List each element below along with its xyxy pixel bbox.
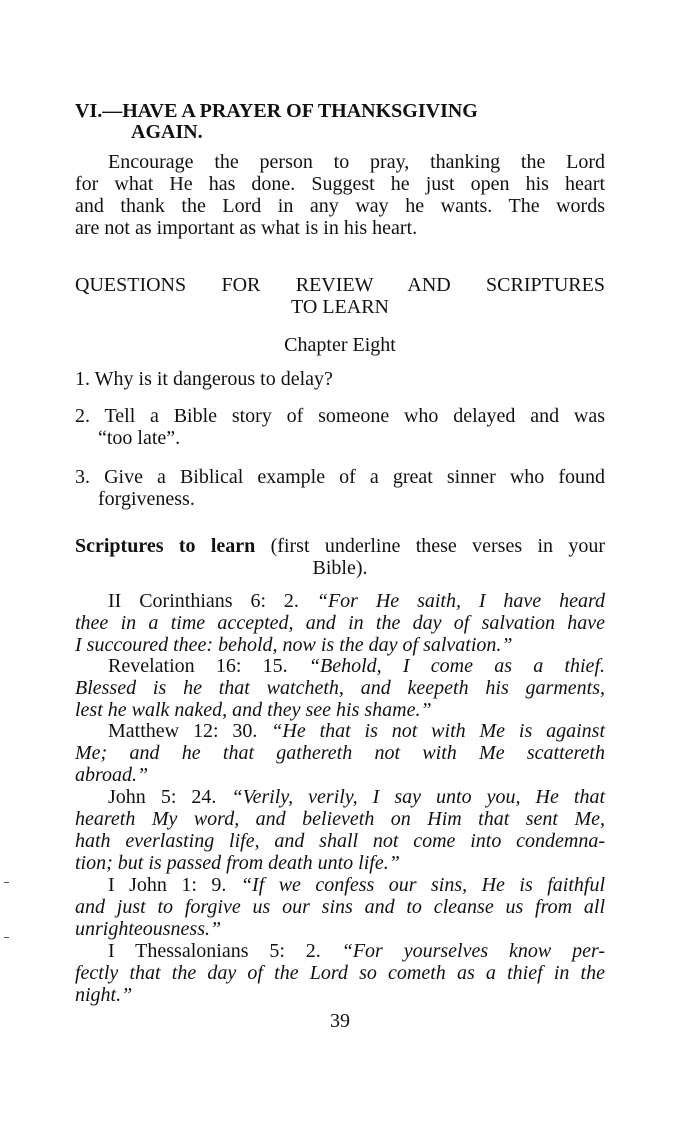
question-3 [75, 466, 605, 488]
question-number: 1. [75, 368, 90, 390]
text-line: Encourage the person to pray, thanking the Lord [108, 151, 605, 173]
verse-quote: I succoured thee: behold, now is the day of salvation.” [75, 634, 513, 656]
question-text: “too late”. [98, 427, 181, 449]
verse-quote: hath everlasting life, and shall not come into condemna- [75, 830, 605, 852]
verse-quote: abroad.” [75, 764, 149, 786]
verse-quote: heareth My word, and believeth on Him that sent Me, [75, 808, 605, 830]
verse-quote: fectly that the day of the Lord so cometh as a thief in the [75, 962, 605, 984]
question-1 [75, 368, 605, 390]
question-text: forgiveness. [98, 488, 195, 510]
scriptures-label: Scriptures to learn [75, 535, 256, 557]
verse-quote: thee in a time accepted, and in the day of salvation have [75, 612, 605, 634]
verse-quote: Me; and he that gathereth not with Me scattereth [75, 742, 605, 764]
verse-quote: “For He saith, I have heard [316, 590, 606, 612]
question-text: Tell a Bible story of someone who delayed and was [104, 405, 605, 427]
verse-quote: and just to forgive us our sins and to cleanse us from all [75, 896, 605, 918]
verse-first-line [108, 590, 605, 612]
margin-mark [4, 882, 9, 883]
text-line: for what He has done. Suggest he just open his heart [75, 173, 605, 195]
verse-reference: Matthew 12: 30. [108, 720, 258, 742]
verse-first-line [108, 786, 605, 808]
verse-quote: Blessed is he that watcheth, and keepeth his garments, [75, 677, 605, 699]
verse-quote: “Behold, I come as a thief. [308, 655, 605, 677]
review-title-line-2: TO LEARN [291, 296, 389, 318]
heading-line-1: VI.—HAVE A PRAYER OF THANKSGIVING [75, 100, 478, 122]
question-2 [75, 405, 605, 427]
verse-reference: I Thessalonians 5: 2. [108, 940, 321, 962]
scriptures-heading [75, 535, 605, 557]
verse-quote: lest he walk naked, and they see his shame.” [75, 699, 432, 721]
text-line: are not as important as what is in his heart. [75, 217, 418, 239]
question-text: Give a Biblical example of a great sinner who found [104, 466, 606, 488]
verse-first-line [108, 874, 605, 896]
text-line: and thank the Lord in any way he wants. The words [75, 195, 605, 217]
heading-line-2: AGAIN. [131, 121, 203, 143]
verse-quote: “He that is not with Me is against [271, 720, 606, 742]
verse-first-line [108, 940, 605, 962]
verse-first-line [108, 655, 605, 677]
verse-first-line [108, 720, 605, 742]
question-number: 2. [75, 405, 90, 427]
verse-quote: tion; but is passed from death unto life.” [75, 852, 400, 874]
verse-quote: unrighteousness.” [75, 918, 222, 940]
question-number: 3. [75, 466, 90, 488]
verse-quote: “For yourselves know per- [341, 940, 606, 962]
page-number: 39 [330, 1010, 350, 1032]
verse-quote: “If we confess our sins, He is faithful [240, 874, 606, 896]
verse-quote: night.” [75, 984, 133, 1006]
verse-reference: I John 1: 9. [108, 874, 227, 896]
verse-reference: John 5: 24. [108, 786, 217, 808]
review-title-line-1: QUESTIONS FOR REVIEW AND SCRIPTURES [75, 274, 605, 296]
verse-reference: Revelation 16: 15. [108, 655, 288, 677]
verse-reference: II Corinthians 6: 2. [108, 590, 299, 612]
question-text: Why is it dangerous to delay? [94, 368, 333, 390]
margin-mark [4, 937, 9, 938]
scriptures-note: (first underline these verses in your [270, 535, 605, 557]
verse-quote: “Verily, verily, I say unto you, He that [231, 786, 606, 808]
chapter-title: Chapter Eight [284, 334, 396, 356]
scriptures-note: Bible). [312, 557, 368, 579]
